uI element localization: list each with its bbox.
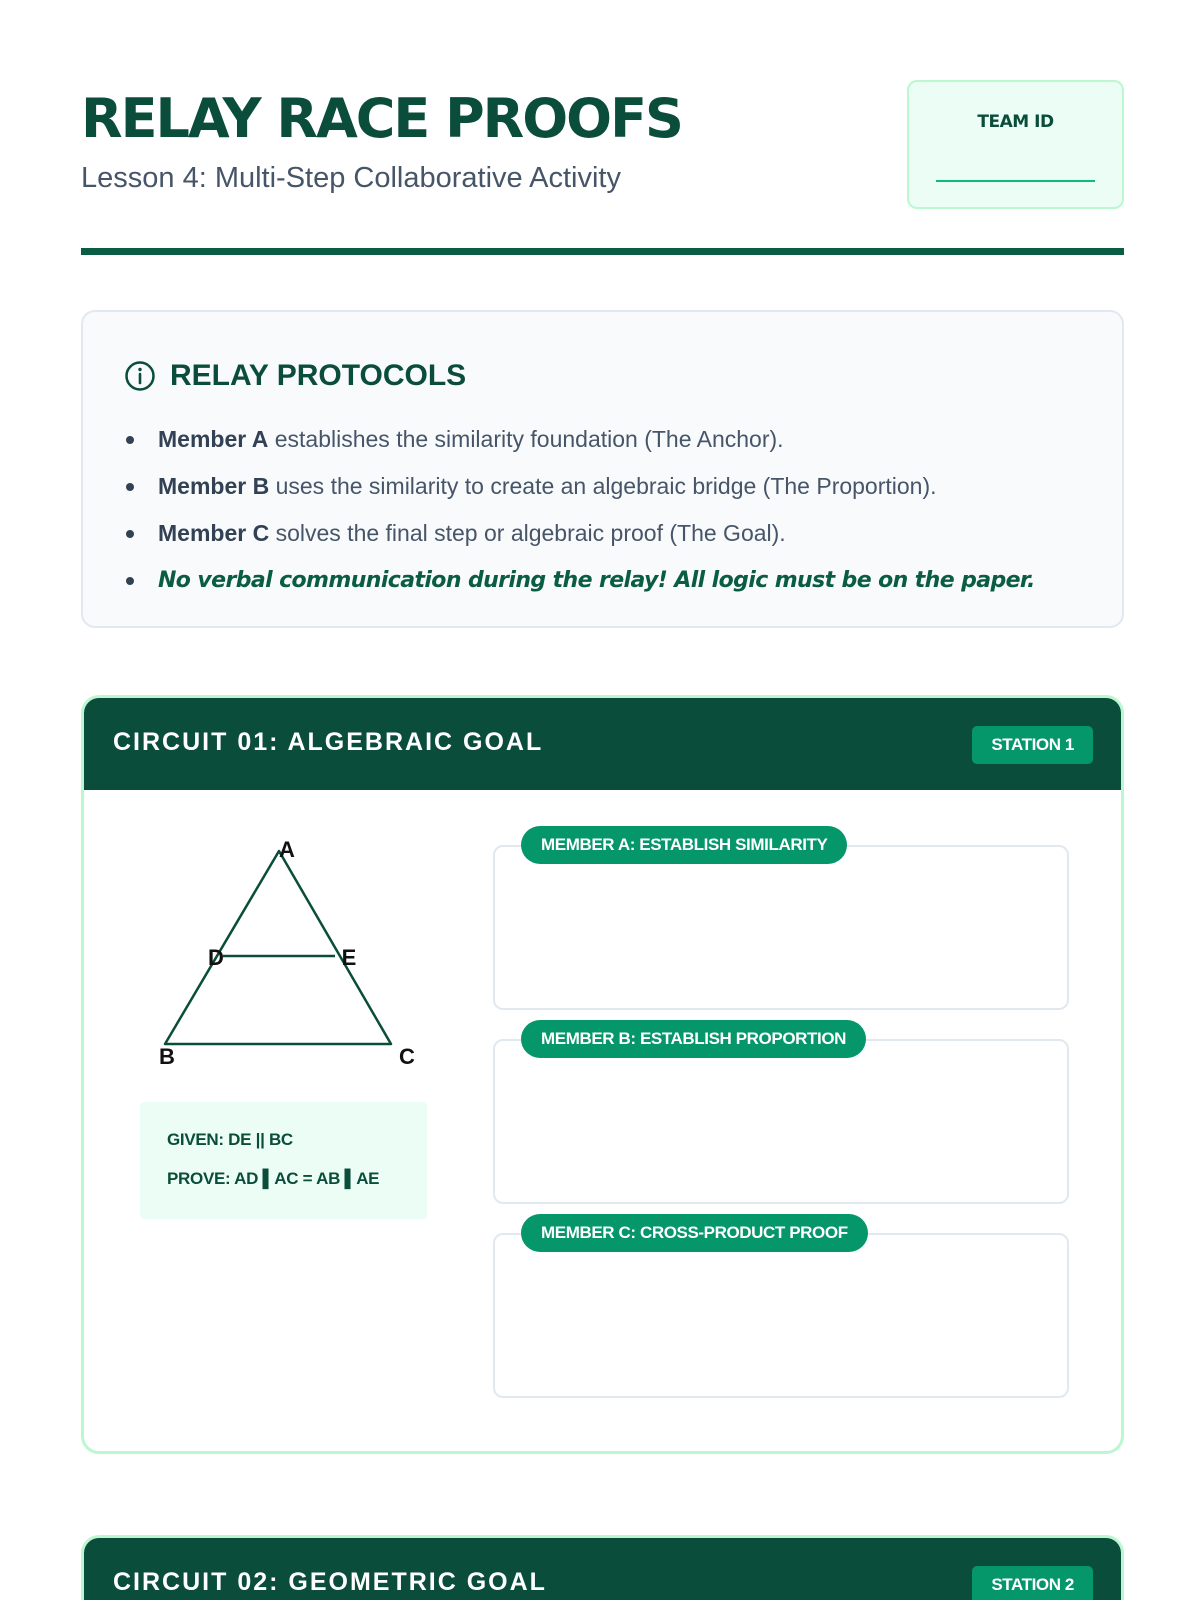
- protocol-text: solves the final step or algebraic proof (The Goal).: [269, 520, 786, 546]
- header-divider: [81, 248, 1124, 255]
- circuit-card-01: [81, 695, 1124, 1454]
- circuit-header: [84, 698, 1121, 790]
- protocol-item: [123, 416, 1035, 463]
- circuit-header: [84, 1538, 1121, 1600]
- team-id-box: [907, 80, 1124, 209]
- member-a-label: MEMBER A: ESTABLISH SIMILARITY: [521, 826, 847, 864]
- protocol-text: establishes the similarity foundation (The Anchor).: [268, 426, 784, 452]
- info-circle-icon: [124, 360, 156, 392]
- protocol-item: [123, 510, 1035, 557]
- vertex-label-e: E: [341, 945, 357, 970]
- vertex-label-b: B: [159, 1044, 175, 1069]
- given-prove-box: [140, 1102, 427, 1219]
- given-statement: GIVEN: DE || BC: [167, 1130, 293, 1149]
- circuit-title: CIRCUIT 01: ALGEBRAIC GOAL: [113, 728, 544, 756]
- member-c-label: MEMBER C: CROSS-PRODUCT PROOF: [521, 1214, 868, 1252]
- circuit-card-02: [81, 1535, 1124, 1600]
- protocols-list: [123, 416, 1035, 604]
- member-a-work-area[interactable]: [493, 845, 1069, 1010]
- member-b-work-area[interactable]: [493, 1039, 1069, 1204]
- protocol-item: [123, 463, 1035, 510]
- vertex-label-d: D: [208, 945, 224, 970]
- member-c-work-area[interactable]: [493, 1233, 1069, 1398]
- station-badge: STATION 2: [972, 1566, 1093, 1600]
- worksheet-header: [81, 80, 1124, 256]
- triangle-abc: [165, 851, 391, 1044]
- protocol-member: Member B: [158, 473, 270, 499]
- protocols-title: RELAY PROTOCOLS: [170, 359, 467, 392]
- member-b-label: MEMBER B: ESTABLISH PROPORTION: [521, 1020, 866, 1058]
- vertex-label-a: A: [279, 838, 295, 862]
- vertex-label-c: C: [399, 1044, 415, 1069]
- prove-statement: PROVE: AD ▌AC = AB ▌AE: [167, 1169, 380, 1188]
- protocol-text: uses the similarity to create an algebraic bridge (The Proportion).: [269, 473, 937, 499]
- team-id-label: TEAM ID: [977, 112, 1054, 132]
- team-id-write-line[interactable]: [936, 180, 1095, 182]
- protocol-member: Member C: [158, 520, 270, 546]
- triangle-diagram: [145, 838, 445, 1078]
- protocol-member: Member A: [158, 426, 269, 452]
- protocols-heading: [124, 359, 466, 393]
- protocol-warning: No verbal communication during the relay! All logic must be on the paper.: [123, 557, 1035, 604]
- circuit-title: CIRCUIT 02: GEOMETRIC GOAL: [113, 1568, 547, 1596]
- page-subtitle: Lesson 4: Multi-Step Collaborative Activity: [81, 162, 621, 194]
- station-badge: STATION 1: [972, 726, 1093, 764]
- page-title: RELAY RACE PROOFS: [81, 87, 682, 150]
- relay-protocols-panel: [81, 310, 1124, 628]
